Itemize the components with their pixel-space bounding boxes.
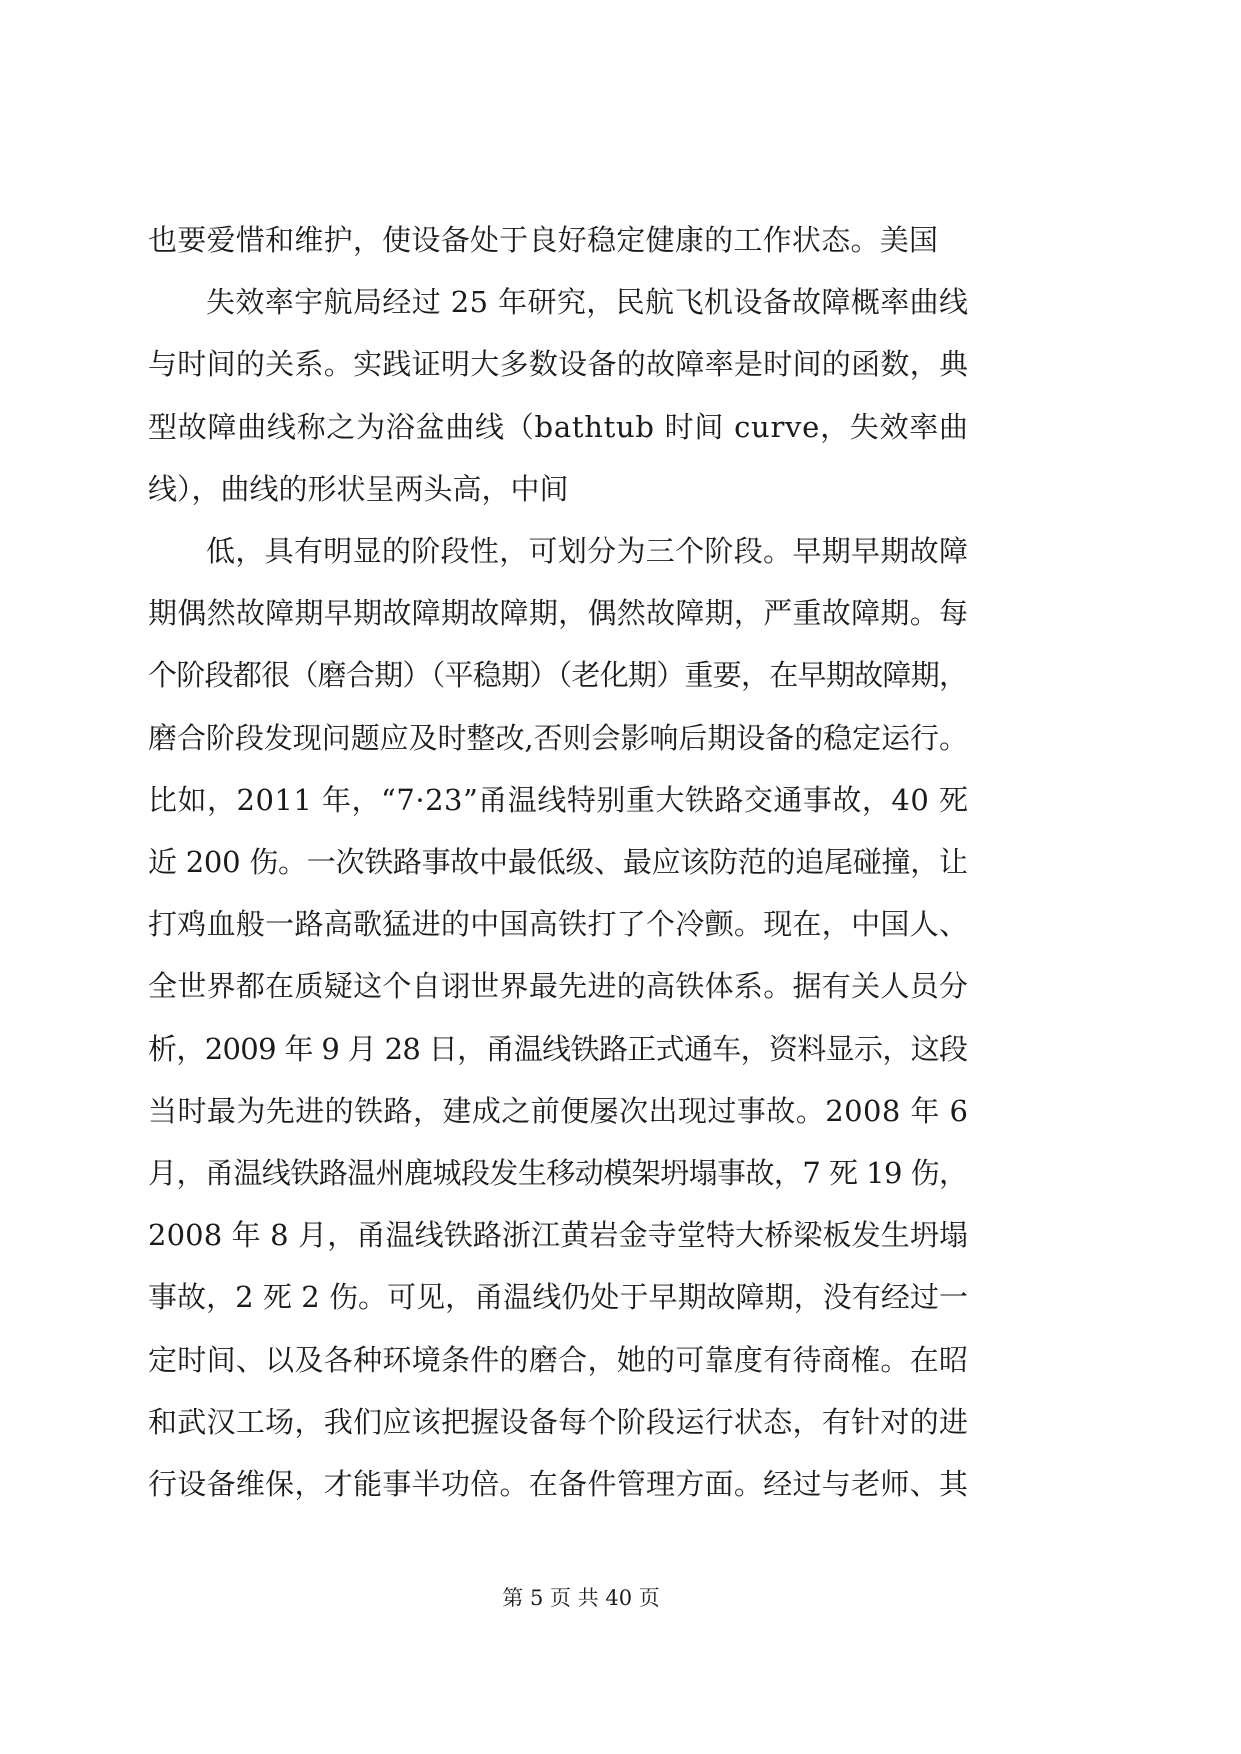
text-line: 全世界都在质疑这个自诩世界最先进的高铁体系。据有关人员分 xyxy=(148,969,969,1003)
text-line: 月，甬温线铁路温州鹿城段发生移动模架坍塌事故，7 死 19 伤， xyxy=(148,1156,968,1190)
page-number-footer: 第 5 页 共 40 页 xyxy=(502,1586,660,1610)
text-line: 磨合阶段发现问题应及时整改,否则会影响后期设备的稳定运行。 xyxy=(148,721,968,755)
text-line: 析，2009 年 9 月 28 日，甬温线铁路正式通车，资料显示，这段 xyxy=(148,1032,968,1066)
text-line: 型故障曲线称之为浴盆曲线（bathtub 时间 curve，失效率曲 xyxy=(148,410,969,444)
text-line: 定时间、以及各种环境条件的磨合，她的可靠度有待商榷。在昭 xyxy=(148,1343,969,1377)
text-line: 行设备维保，才能事半功倍。在备件管理方面。经过与老师、其 xyxy=(148,1467,969,1501)
text-line: 与时间的关系。实践证明大多数设备的故障率是时间的函数，典 xyxy=(148,347,969,381)
text-line: 当时最为先进的铁路，建成之前便屡次出现过事故。2008 年 6 xyxy=(148,1094,969,1128)
text-line: 事故，2 死 2 伤。可见，甬温线仍处于早期故障期，没有经过一 xyxy=(148,1280,969,1314)
text-line: 2008 年 8 月，甬温线铁路浙江黄岩金寺堂特大桥梁板发生坍塌 xyxy=(148,1218,969,1252)
text-line: 打鸡血般一路高歌猛进的中国高铁打了个冷颤。现在，中国人、 xyxy=(148,907,969,941)
text-line: 失效率宇航局经过 25 年研究，民航飞机设备故障概率曲线 xyxy=(206,285,969,319)
text-line: 个阶段都很（磨合期）（平稳期）（老化期）重要，在早期故障期， xyxy=(148,658,968,692)
text-line: 低，具有明显的阶段性，可划分为三个阶段。早期早期故障 xyxy=(206,534,969,568)
text-line: 线），曲线的形状呈两头高，中间 xyxy=(148,472,569,506)
text-line: 比如，2011 年，“7·23”甬温线特别重大铁路交通事故，40 死 xyxy=(148,783,969,817)
text-line: 也要爱惜和维护，使设备处于良好稳定健康的工作状态。美国 xyxy=(148,223,939,257)
text-line: 期偶然故障期早期故障期故障期，偶然故障期，严重故障期。每 xyxy=(148,596,969,630)
text-line: 近 200 伤。一次铁路事故中最低级、最应该防范的追尾碰撞，让 xyxy=(148,845,968,879)
text-line: 和武汉工场，我们应该把握设备每个阶段运行状态，有针对的进 xyxy=(148,1405,969,1439)
